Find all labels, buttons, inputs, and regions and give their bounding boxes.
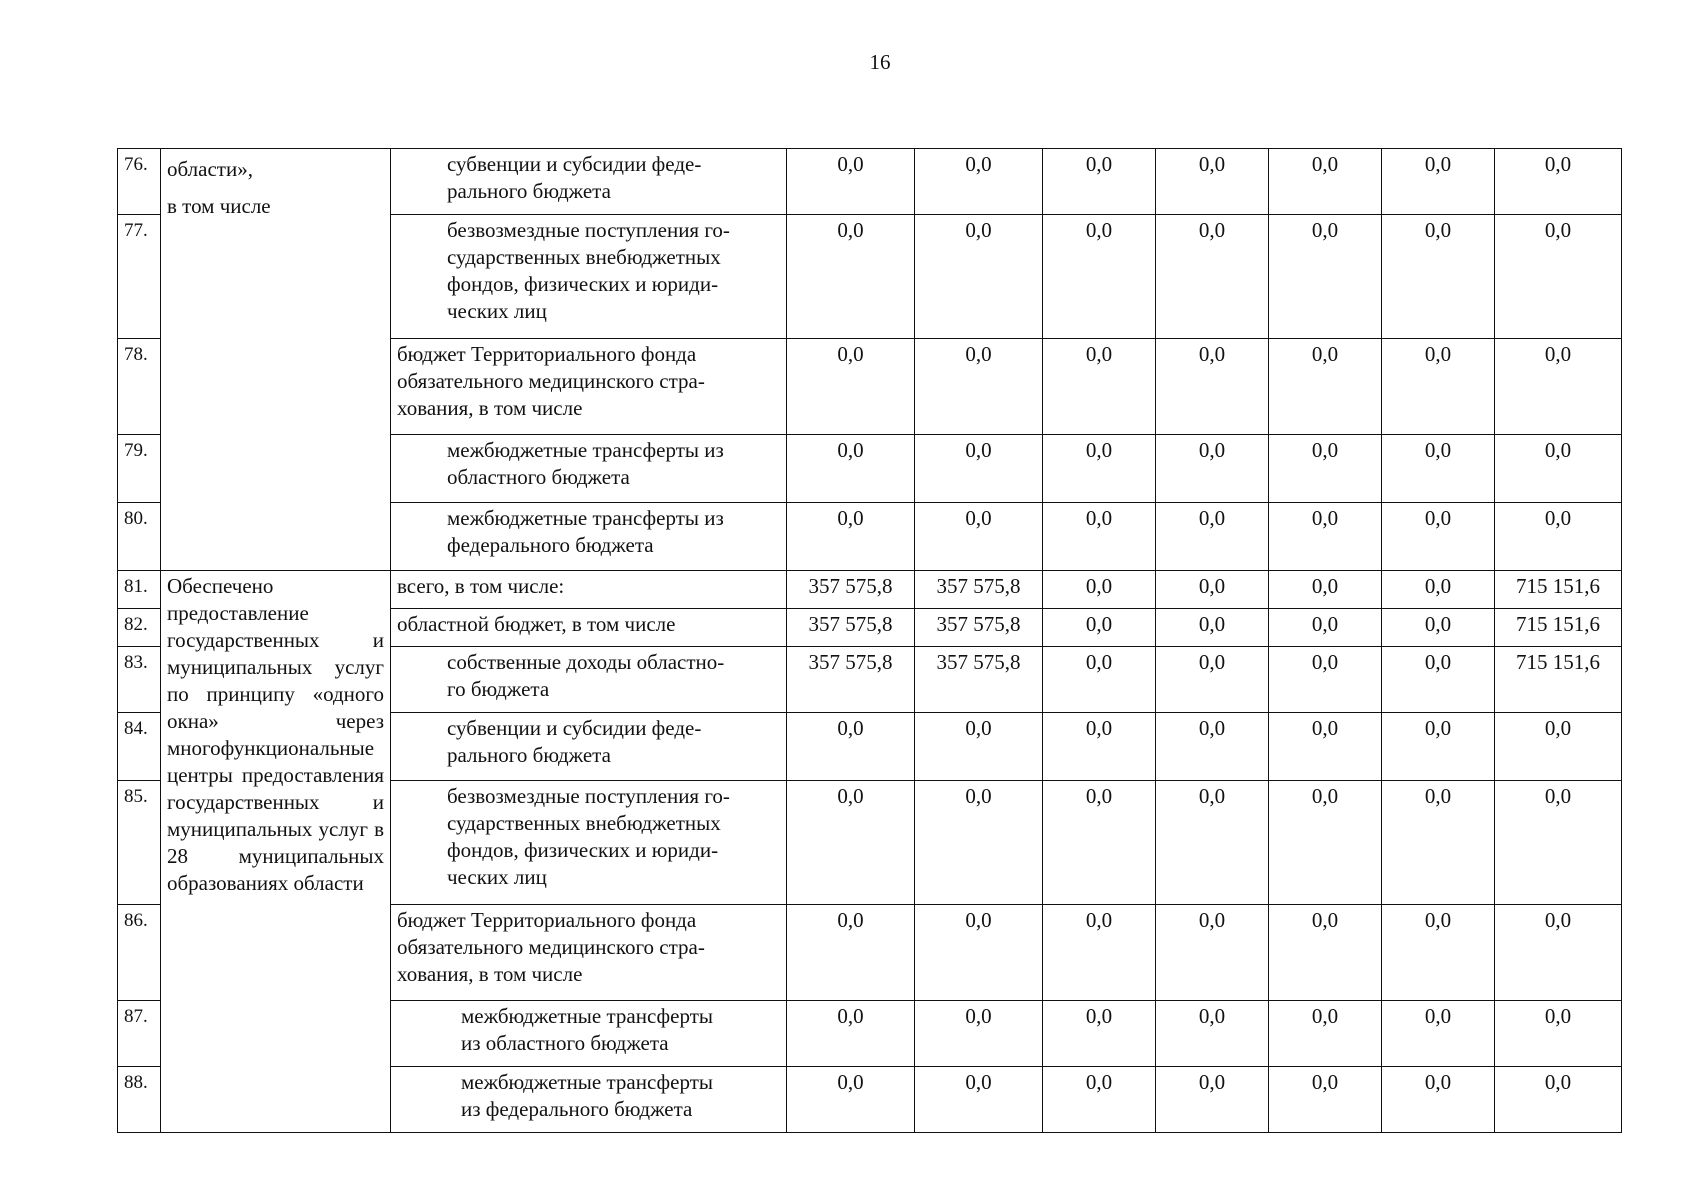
value-cell: 0,0 (1156, 503, 1269, 571)
value-cell: 0,0 (915, 215, 1043, 339)
value-cell: 357 575,8 (915, 647, 1043, 713)
value-cell: 0,0 (1382, 215, 1495, 339)
value-cell: 0,0 (1269, 149, 1382, 215)
total-value-cell: 0,0 (1495, 339, 1622, 435)
row-number: 87. (118, 1001, 161, 1067)
value-cell: 0,0 (1156, 647, 1269, 713)
value-cell: 0,0 (1043, 571, 1156, 609)
row-number: 80. (118, 503, 161, 571)
value-cell: 0,0 (1043, 1067, 1156, 1133)
value-cell: 0,0 (1269, 1001, 1382, 1067)
funding-source-cell: безвозмездные поступления го- сударственных внебюджетных фондов, физических и юриди- ческих лиц (391, 781, 787, 905)
value-cell: 0,0 (1043, 149, 1156, 215)
value-cell: 0,0 (1382, 435, 1495, 503)
value-cell: 0,0 (1043, 905, 1156, 1001)
value-cell: 0,0 (1043, 215, 1156, 339)
funding-source-cell: всего, в том числе: (391, 571, 787, 609)
value-cell: 0,0 (1382, 609, 1495, 647)
value-cell: 357 575,8 (787, 609, 915, 647)
total-value-cell: 0,0 (1495, 215, 1622, 339)
value-cell: 0,0 (915, 1067, 1043, 1133)
value-cell: 0,0 (1043, 609, 1156, 647)
value-cell: 0,0 (1043, 1001, 1156, 1067)
value-cell: 0,0 (1156, 215, 1269, 339)
funding-source-cell: межбюджетные трансферты из областного бюджета (391, 1001, 787, 1067)
row-number: 82. (118, 609, 161, 647)
value-cell: 0,0 (915, 713, 1043, 781)
value-cell: 0,0 (915, 149, 1043, 215)
value-cell: 0,0 (787, 905, 915, 1001)
value-cell: 0,0 (787, 781, 915, 905)
value-cell: 0,0 (1382, 503, 1495, 571)
total-value-cell: 0,0 (1495, 781, 1622, 905)
total-value-cell: 715 151,6 (1495, 571, 1622, 609)
value-cell: 0,0 (1269, 339, 1382, 435)
row-number: 85. (118, 781, 161, 905)
total-value-cell: 0,0 (1495, 905, 1622, 1001)
value-cell: 0,0 (1269, 435, 1382, 503)
value-cell: 0,0 (1382, 905, 1495, 1001)
value-cell: 0,0 (1156, 781, 1269, 905)
total-value-cell: 0,0 (1495, 713, 1622, 781)
funding-source-cell: межбюджетные трансферты из федерального бюджета (391, 503, 787, 571)
value-cell: 357 575,8 (915, 609, 1043, 647)
table-body (118, 149, 1622, 1133)
funding-source-cell: субвенции и субсидии феде- рального бюджета (391, 149, 787, 215)
row-number: 78. (118, 339, 161, 435)
value-cell: 0,0 (1382, 781, 1495, 905)
row-number: 81. (118, 571, 161, 609)
funding-source-cell: собственные доходы областно- го бюджета (391, 647, 787, 713)
value-cell: 0,0 (1269, 571, 1382, 609)
total-value-cell: 0,0 (1495, 149, 1622, 215)
value-cell: 0,0 (1269, 781, 1382, 905)
value-cell: 0,0 (1382, 1067, 1495, 1133)
value-cell: 0,0 (1156, 339, 1269, 435)
value-cell: 0,0 (1382, 339, 1495, 435)
value-cell: 357 575,8 (787, 571, 915, 609)
value-cell: 357 575,8 (915, 571, 1043, 609)
value-cell: 0,0 (915, 1001, 1043, 1067)
total-value-cell: 0,0 (1495, 503, 1622, 571)
value-cell: 0,0 (1156, 905, 1269, 1001)
value-cell: 0,0 (1043, 435, 1156, 503)
budget-table (117, 148, 1622, 1133)
value-cell: 0,0 (1269, 713, 1382, 781)
funding-source-cell: межбюджетные трансферты из областного бюджета (391, 435, 787, 503)
page-number: 16 (869, 50, 891, 74)
table-row (118, 571, 1622, 609)
value-cell: 0,0 (1269, 1067, 1382, 1133)
value-cell: 0,0 (1382, 1001, 1495, 1067)
value-cell: 0,0 (787, 215, 915, 339)
total-value-cell: 0,0 (1495, 1001, 1622, 1067)
program-area-cell: области», в том числе (161, 149, 391, 571)
row-number: 83. (118, 647, 161, 713)
value-cell: 0,0 (915, 503, 1043, 571)
value-cell: 0,0 (915, 905, 1043, 1001)
row-number: 76. (118, 149, 161, 215)
funding-source-cell: бюджет Территориального фонда обязательного медицинского стра- хования, в том числе (391, 339, 787, 435)
value-cell: 0,0 (1043, 713, 1156, 781)
value-cell: 0,0 (787, 435, 915, 503)
value-cell: 0,0 (1156, 149, 1269, 215)
total-value-cell: 0,0 (1495, 435, 1622, 503)
value-cell: 0,0 (1382, 149, 1495, 215)
value-cell: 0,0 (1269, 647, 1382, 713)
funding-source-cell: безвозмездные поступления го- сударственных внебюджетных фондов, физических и юриди- ческих лиц (391, 215, 787, 339)
value-cell: 0,0 (1382, 571, 1495, 609)
value-cell: 0,0 (915, 435, 1043, 503)
total-value-cell: 715 151,6 (1495, 609, 1622, 647)
value-cell: 0,0 (915, 781, 1043, 905)
value-cell: 0,0 (1269, 905, 1382, 1001)
value-cell: 357 575,8 (787, 647, 915, 713)
value-cell: 0,0 (1156, 1001, 1269, 1067)
value-cell: 0,0 (1043, 781, 1156, 905)
row-number: 79. (118, 435, 161, 503)
value-cell: 0,0 (1269, 503, 1382, 571)
total-value-cell: 0,0 (1495, 1067, 1622, 1133)
value-cell: 0,0 (1156, 609, 1269, 647)
funding-source-cell: субвенции и субсидии феде- рального бюджета (391, 713, 787, 781)
value-cell: 0,0 (1269, 215, 1382, 339)
total-value-cell: 715 151,6 (1495, 647, 1622, 713)
value-cell: 0,0 (1043, 339, 1156, 435)
value-cell: 0,0 (1156, 1067, 1269, 1133)
row-number: 84. (118, 713, 161, 781)
funding-source-cell: областной бюджет, в том числе (391, 609, 787, 647)
value-cell: 0,0 (787, 503, 915, 571)
table-row (118, 149, 1622, 215)
row-number: 77. (118, 215, 161, 339)
value-cell: 0,0 (787, 1001, 915, 1067)
value-cell: 0,0 (1156, 435, 1269, 503)
value-cell: 0,0 (1269, 609, 1382, 647)
value-cell: 0,0 (787, 149, 915, 215)
value-cell: 0,0 (1043, 647, 1156, 713)
value-cell: 0,0 (1382, 647, 1495, 713)
value-cell: 0,0 (787, 1067, 915, 1133)
value-cell: 0,0 (1382, 713, 1495, 781)
funding-source-cell: бюджет Территориального фонда обязательного медицинского стра- хования, в том числе (391, 905, 787, 1001)
row-number: 88. (118, 1067, 161, 1133)
value-cell: 0,0 (1156, 571, 1269, 609)
value-cell: 0,0 (915, 339, 1043, 435)
value-cell: 0,0 (787, 339, 915, 435)
value-cell: 0,0 (787, 713, 915, 781)
program-area-cell: Обеспечено предоставление государственных и муниципальных услуг по принципу «одного окна» через многофункциональные центры предоставления государственных и муниципальных услуг в 28 муниципальных образованиях области (161, 571, 391, 1133)
value-cell: 0,0 (1043, 503, 1156, 571)
row-number: 86. (118, 905, 161, 1001)
value-cell: 0,0 (1156, 713, 1269, 781)
funding-source-cell: межбюджетные трансферты из федерального бюджета (391, 1067, 787, 1133)
